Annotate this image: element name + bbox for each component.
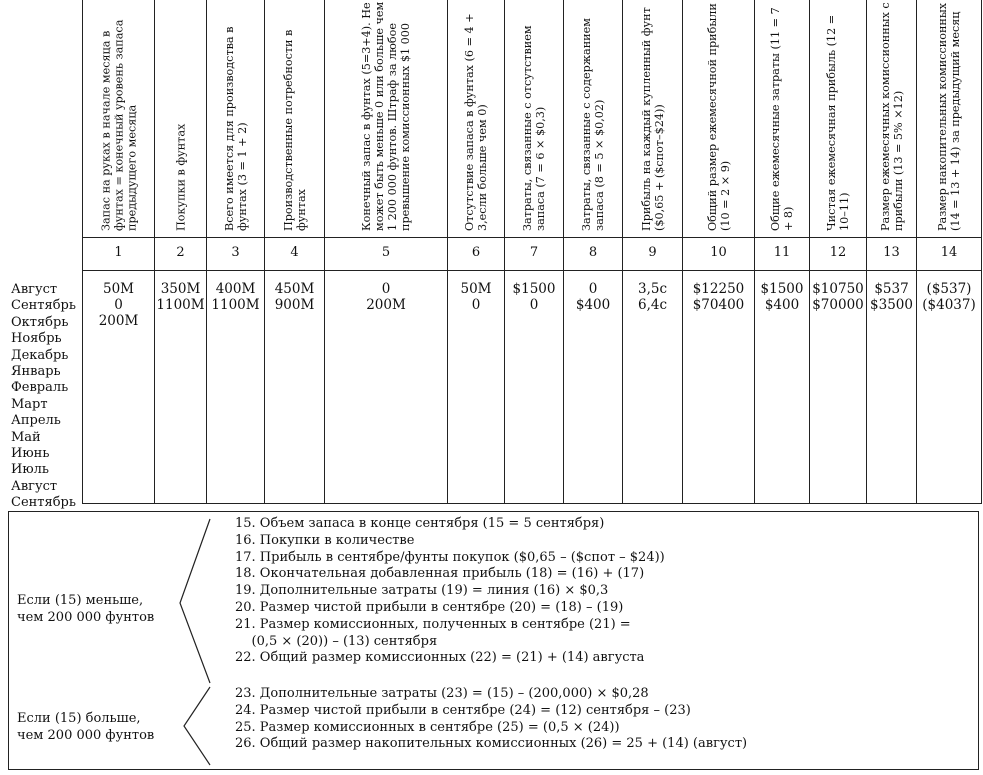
formula-line: 25. Размер комиссионных в сентябре (25) = (0,5 × (24)) <box>235 719 620 735</box>
column-header-wrap <box>623 0 682 235</box>
number-row-divider <box>82 270 981 271</box>
table-cell: 0 <box>381 281 391 297</box>
column-header: Затраты, связанные с содержанием запаса (8 = 5 × $0,02) <box>580 18 606 231</box>
table-cell: 350M <box>160 281 201 297</box>
table-cell: $70400 <box>692 297 745 313</box>
column-values <box>810 281 866 329</box>
table-cell: 0 <box>529 297 539 313</box>
condition-greater <box>17 710 154 744</box>
formula-line: 23. Дополнительные затраты (23) = (15) – (200,000) × $0,28 <box>235 686 649 701</box>
month-label: Сентябрь <box>11 495 76 511</box>
month-label: Октябрь <box>11 314 69 330</box>
column-7 <box>504 0 563 503</box>
column-number: 5 <box>381 245 391 260</box>
table-cell: ($537) <box>926 281 972 297</box>
table-cell <box>683 313 754 329</box>
table-cell: $10750 <box>812 281 864 297</box>
column-values <box>83 281 154 329</box>
column-header-wrap <box>755 0 809 235</box>
column-4 <box>264 0 324 503</box>
formula-line: 15. Объем запаса в конце сентября (15 = 5 сентября) <box>235 516 605 531</box>
table-cell: 900M <box>274 297 315 313</box>
month-label: Ноябрь <box>11 331 62 347</box>
column-header: Конечный запас в фунтах (5=3+4). Не может быть меньше 0 или больше чем 1 200 000 фунтов. Штраф за любое превышение комиссионных $1 000 <box>360 1 412 231</box>
header-divider <box>82 237 981 238</box>
table-cell <box>867 313 916 329</box>
month-label: Май <box>11 429 41 445</box>
month-label: Июнь <box>11 446 50 462</box>
column-values <box>755 281 809 329</box>
column-header-wrap <box>810 0 866 235</box>
table-cell <box>917 313 981 329</box>
month-label: Июль <box>11 462 49 478</box>
formula-line: 22. Общий размер комиссионных (22) = (21) + (14) августа <box>235 650 645 666</box>
column-header: Всего имеется для производства в фунтах (3 = 1 + 2) <box>222 26 249 231</box>
column-header-wrap <box>683 0 754 235</box>
table-cell: 400M <box>215 281 256 297</box>
column-9 <box>622 0 682 503</box>
column-header-wrap <box>448 0 504 235</box>
formula-line: 16. Покупки в количестве <box>235 532 415 548</box>
column-number: 6 <box>471 245 481 260</box>
column-number: 9 <box>648 245 657 260</box>
table-cell: 0 <box>588 281 598 297</box>
column-header: Отсутствие запаса в фунтах (6 = 4 + 3,если больше чем 0) <box>463 13 489 231</box>
table-cell <box>325 313 447 329</box>
column-14 <box>916 0 981 503</box>
table-cell <box>755 313 809 329</box>
column-header: Размер ежемесячных комиссионных с прибыли (13 = 5% ×12) <box>878 2 905 231</box>
condition-greater-text: Если (15) больше, чем 200 000 фунтов <box>17 711 155 743</box>
formula-line: 19. Дополнительные затраты (19) = линия (16) × $0,3 <box>235 583 609 599</box>
month-label: Декабрь <box>11 347 69 363</box>
formula-line: 18. Окончательная добавленная прибыль (18) = (16) + (17) <box>235 566 645 582</box>
table-cell: $400 <box>575 297 611 313</box>
column-3 <box>206 0 264 503</box>
table-cell <box>207 313 264 329</box>
column-header-wrap <box>564 0 622 235</box>
formula-lines-2 <box>235 686 747 753</box>
column-header: Общий размер ежемесячной прибыли (10 = 2 × 9) <box>705 3 732 231</box>
inventory-table <box>82 0 982 504</box>
column-header-wrap <box>325 0 447 235</box>
column-6 <box>447 0 504 503</box>
column-header: Производственные потребности в фунтах <box>281 29 308 231</box>
column-values <box>564 281 622 329</box>
column-10 <box>682 0 754 503</box>
formula-box <box>8 511 979 770</box>
month-label: Сентябрь <box>11 298 76 314</box>
month-label: Январь <box>11 364 61 380</box>
column-number: 4 <box>290 245 299 260</box>
table-cell: 3,5с <box>637 281 668 297</box>
formula-line: 21. Размер комиссионных, полученных в сентябре (21) = <box>235 616 631 632</box>
month-label: Февраль <box>11 380 69 396</box>
table-cell <box>623 313 682 329</box>
column-header: Размер накопительных комиссионных (14 = 13 + 14) за предыдущий месяц <box>936 2 962 231</box>
table-cell: 6,4с <box>637 297 668 313</box>
table-cell: $400 <box>764 297 800 313</box>
column-8 <box>563 0 622 503</box>
column-header-wrap <box>207 0 264 235</box>
column-2 <box>154 0 206 503</box>
table-cell: $12250 <box>692 281 745 297</box>
column-number: 12 <box>829 245 847 260</box>
table-cell <box>810 313 866 329</box>
column-header-wrap <box>867 0 916 235</box>
table-cell: ($4037) <box>922 297 976 313</box>
table-cell: 1100M <box>211 297 260 313</box>
column-5 <box>324 0 447 503</box>
table-cell: 1100M <box>156 297 205 313</box>
column-number: 10 <box>710 245 727 260</box>
table-cell: 50M <box>102 281 134 297</box>
column-header-wrap <box>505 0 563 235</box>
column-number: 13 <box>883 245 900 260</box>
column-values <box>325 281 447 329</box>
brace-left-2 <box>172 684 232 768</box>
table-cell: $1500 <box>512 281 556 297</box>
table-cell <box>505 313 563 329</box>
month-label: Апрель <box>11 413 61 429</box>
column-values <box>207 281 264 329</box>
formula-line: 17. Прибыль в сентябре/фунты покупок ($0,65 – ($спот – $24)) <box>235 549 665 565</box>
formula-line: 26. Общий размер накопительных комиссионных (26) = 25 + (14) (август) <box>235 736 748 752</box>
column-number: 3 <box>231 245 240 260</box>
column-header: Общие ежемесячные затраты (11 = 7 + 8) <box>769 7 795 231</box>
month-label: Август <box>11 282 58 297</box>
column-header-wrap <box>83 0 154 235</box>
column-header-wrap <box>917 0 981 235</box>
column-values <box>505 281 563 329</box>
column-1 <box>82 0 154 503</box>
table-cell <box>564 313 622 329</box>
table-cell <box>155 313 206 329</box>
brace-left-1 <box>172 515 232 687</box>
column-number: 14 <box>940 245 958 260</box>
table-cell: $70000 <box>812 297 864 313</box>
column-values <box>623 281 682 329</box>
column-values <box>683 281 754 329</box>
month-labels <box>11 282 76 512</box>
table-cell <box>448 313 504 329</box>
month-label: Март <box>11 396 48 412</box>
column-13 <box>866 0 916 503</box>
column-header: Запас на руках в начале месяца в фунтах = конечный уровень запаса предыдущего месяца <box>99 19 138 231</box>
table-cell: 200M <box>98 313 139 329</box>
formula-lines-1 <box>235 516 665 667</box>
column-values <box>917 281 981 329</box>
month-label: Август <box>11 478 58 494</box>
column-values <box>448 281 504 329</box>
table-cell: 0 <box>471 297 481 313</box>
column-header: Затраты, связанные с отсутствием запаса (7 = 6 × $0,3) <box>521 25 547 231</box>
condition-less-text: Если (15) меньше, чем 200 000 фунтов <box>17 593 155 625</box>
column-number: 2 <box>176 245 185 260</box>
column-header: Чистая ежемесячная прибыль (12 = 10–11) <box>825 14 851 231</box>
table-cell: 0 <box>114 297 123 313</box>
formula-line: 20. Размер чистой прибыли в сентябре (20) = (18) – (19) <box>235 599 624 615</box>
column-number: 7 <box>529 245 539 260</box>
formula-line: (0,5 × (20)) – (13) сентября <box>235 633 438 649</box>
table-cell: 200M <box>366 297 406 313</box>
column-values <box>265 281 324 329</box>
column-values <box>155 281 206 329</box>
condition-less <box>17 592 154 626</box>
column-11 <box>754 0 809 503</box>
column-number: 11 <box>773 245 791 260</box>
table-cell: $3500 <box>870 297 913 313</box>
column-header-wrap <box>155 0 206 235</box>
column-12 <box>809 0 866 503</box>
column-header: Покупки в фунтах <box>174 123 187 231</box>
table-cell <box>265 313 324 329</box>
column-header-wrap <box>265 0 324 235</box>
formula-line: 24. Размер чистой прибыли в сентябре (24) = (12) сентября – (23) <box>235 702 691 718</box>
column-values <box>867 281 916 329</box>
table-cell: 50M <box>460 281 492 297</box>
column-header: Прибыль на каждый купленный фунт ($0,65 + ($спот–$24)) <box>639 7 666 231</box>
table-cell: $537 <box>874 281 909 297</box>
table-cell: $1500 <box>760 281 804 297</box>
column-number: 8 <box>588 245 598 260</box>
table-cell: 450M <box>274 281 315 297</box>
column-number: 1 <box>114 245 123 260</box>
